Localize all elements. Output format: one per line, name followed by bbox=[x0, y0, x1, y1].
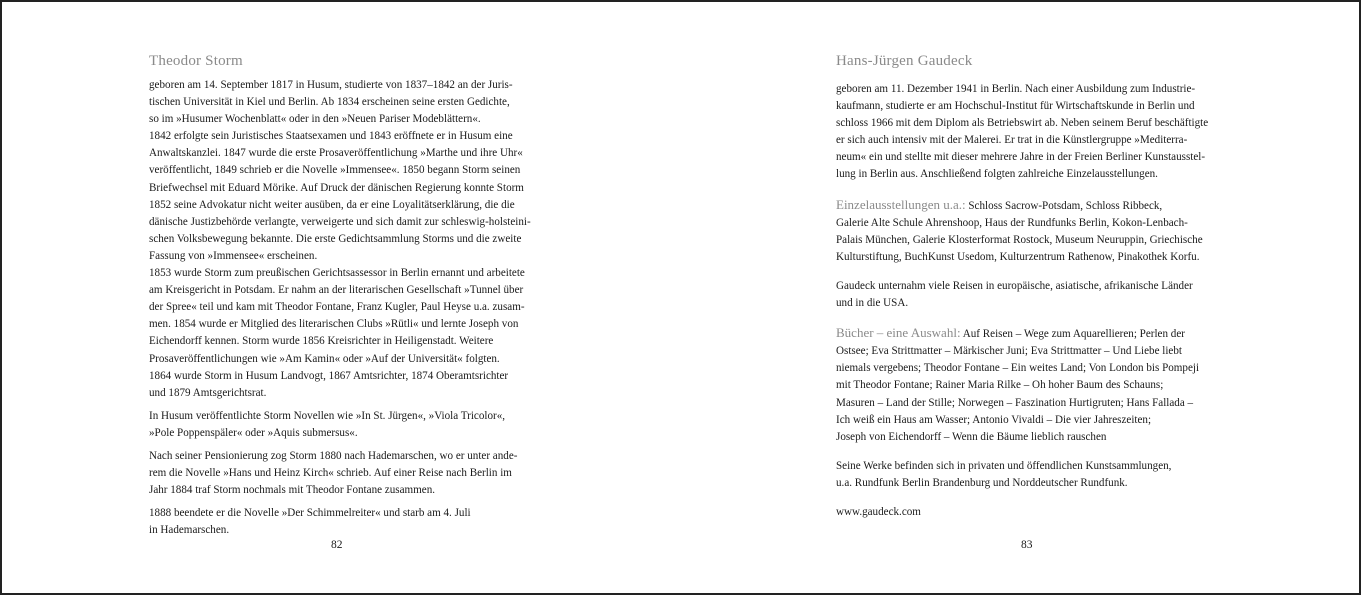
website-link[interactable]: www.gaudeck.com bbox=[836, 505, 921, 518]
text-line: »Pole Poppenspäler« oder »Aquis submersus«. bbox=[149, 426, 358, 439]
text-line: schloss 1966 mit dem Diplom als Betriebswirt ab. Neben seinem Beruf beschäftigte bbox=[836, 117, 1209, 130]
right-page bbox=[682, 2, 1361, 593]
text-line: u.a. Rundfunk Berlin Brandenburg und Norddeutscher Rundfunk. bbox=[836, 476, 1128, 489]
text-line: 1888 beendete er die Novelle »Der Schimmelreiter« und starb am 4. Juli bbox=[149, 507, 471, 520]
books-label: Bücher – eine Auswahl: bbox=[836, 325, 961, 341]
text-line: Ich weiß ein Haus am Wasser; Antonio Vivaldi – Die vier Jahreszeiten; bbox=[836, 413, 1152, 426]
text-line: 1864 wurde Storm in Husum Landvogt, 1867 Amtsrichter, 1874 Oberamtsrichter bbox=[149, 369, 509, 382]
page-title: Theodor Storm bbox=[149, 53, 243, 69]
text-line: 1842 erfolgte sein Juristisches Staatsexamen und 1843 eröffnete er in Husum eine bbox=[149, 130, 513, 143]
text-line: Ostsee; Eva Strittmatter – Märkischer Juni; Eva Strittmatter – Und Liebe liebt bbox=[836, 345, 1182, 358]
text-line: rem die Novelle »Hans und Heinz Kirch« schrieb. Auf einer Reise nach Berlin im bbox=[149, 467, 512, 480]
text-line: Gaudeck unternahm viele Reisen in europäische, asiatische, afrikanische Länder bbox=[836, 279, 1193, 292]
text-line: lung in Berlin aus. Anschließend folgten zahlreiche Einzelausstellungen. bbox=[836, 168, 1158, 181]
text-line: men. 1854 wurde er Mitglied des literarischen Clubs »Rütli« und lernte Joseph von bbox=[149, 318, 519, 331]
text-line: der Spree« teil und kam mit Theodor Fontane, Franz Kugler, Paul Heyse u.a. zusam- bbox=[149, 301, 525, 314]
text-line: Jahr 1884 traf Storm nochmals mit Theodor Fontane zusammen. bbox=[149, 484, 436, 497]
text-line: niemals vergebens; Theodor Fontane – Ein weites Land; Von London bis Pompeji bbox=[836, 362, 1200, 375]
text-line: Joseph von Eichendorff – Wenn die Bäume lieblich rauschen bbox=[836, 430, 1107, 443]
text-line: und 1879 Amtsgerichtsrat. bbox=[149, 386, 267, 399]
text-line: 1853 wurde Storm zum preußischen Gerichtsassessor in Berlin ernannt und arbeitete bbox=[149, 267, 525, 280]
text-line: geboren am 14. September 1817 in Husum, studierte von 1837–1842 an der Juris- bbox=[149, 79, 513, 91]
text-line: dänische Justizbehörde verlangte, verweigerte und sich damit zur schleswig-holsteini- bbox=[149, 215, 531, 228]
text-line: Nach seiner Pensionierung zog Storm 1880 nach Hademarschen, wo er unter ande- bbox=[149, 449, 518, 462]
text-line: in Hademarschen. bbox=[149, 524, 230, 537]
text-line: 1852 seine Advokatur nicht weiter ausüben, da er eine Loyalitätserklärung, die die bbox=[149, 198, 515, 211]
text-line: Anwaltskanzlei. 1847 wurde die erste Prosaveröffentlichung »Marthe und ihre Uhr« bbox=[149, 147, 523, 160]
text-line: Palais München, Galerie Klosterformat Rostock, Museum Neuruppin, Griechische bbox=[836, 233, 1203, 246]
text-line: am Kreisgericht in Potsdam. Er nahm an der literarischen Gesellschaft »Tunnel über bbox=[149, 284, 524, 297]
exhibitions-label: Einzelausstellungen u.a.: bbox=[836, 196, 966, 212]
text-line: er sich auch intensiv mit der Malerei. Er trat in die Künstlergruppe »Mediterra- bbox=[836, 134, 1188, 147]
text-line: Prosaveröffentlichungen wie »Am Kamin« oder »Auf der Universität« folgten. bbox=[149, 352, 500, 365]
text-line: In Husum veröffentlichte Storm Novellen wie »In St. Jürgen«, »Viola Tricolor«, bbox=[149, 409, 506, 422]
text-line: mit Theodor Fontane; Rainer Maria Rilke – Oh hoher Baum des Schauns; bbox=[836, 379, 1164, 392]
text-line: und in die USA. bbox=[836, 297, 909, 310]
page-number: 83 bbox=[1021, 539, 1033, 551]
text-line: Briefwechsel mit Eduard Mörike. Auf Druck der dänischen Regierung konnte Storm bbox=[149, 181, 524, 194]
text-line: Kulturstiftung, BuchKunst Usedom, Kulturzentrum Rathenow, Pinakothek Korfu. bbox=[836, 250, 1200, 263]
text-line: Galerie Alte Schule Ahrenshoop, Haus der Rundfunks Berlin, Kokon-Lenbach- bbox=[836, 216, 1188, 229]
biography-text bbox=[836, 81, 1218, 521]
page-number: 82 bbox=[331, 539, 343, 551]
books-line: Bücher – eine Auswahl: Auf Reisen – Wege zum Aquarellieren; Perlen der bbox=[836, 325, 1185, 341]
text-line: so im »Husumer Wochenblatt« oder in den »Neuen Pariser Modeblättern«. bbox=[149, 113, 481, 126]
left-page bbox=[2, 2, 682, 593]
text-line: Fassung von »Immensee« erscheinen. bbox=[149, 249, 318, 262]
text-line: veröffentlicht, 1849 schrieb er die Novelle »Immensee«. 1850 begann Storm seinen bbox=[149, 164, 521, 177]
text-line: Seine Werke befinden sich in privaten und öffendlichen Kunstsammlungen, bbox=[836, 459, 1172, 472]
text-line: tischen Universität in Kiel und Berlin. Ab 1834 erscheinen seine ersten Gedichte, bbox=[149, 96, 510, 109]
exhibitions-line: Einzelausstellungen u.a.: Schloss Sacrow-Potsdam, Schloss Ribbeck, bbox=[836, 196, 1163, 212]
text-line: Eichendorff kennen. Storm wurde 1856 Kreisrichter in Heiligenstadt. Weitere bbox=[149, 335, 494, 348]
text-line: kaufmann, studierte er am Hochschul-Institut für Wirtschaftskunde in Berlin und bbox=[836, 100, 1195, 113]
text-line: neum« ein und stellte mit dieser mehrere Jahre in der Freien Berliner Kunstausstel- bbox=[836, 151, 1206, 164]
biography-text bbox=[149, 77, 544, 539]
text-line: geboren am 11. Dezember 1941 in Berlin. Nach einer Ausbildung zum Industrie- bbox=[836, 83, 1196, 95]
text-line: Masuren – Land der Stille; Norwegen – Faszination Hurtigruten; Hans Fallada – bbox=[836, 396, 1194, 409]
text-line: schen Volksbewegung bekannte. Die erste Gedichtsammlung Storms und die zweite bbox=[149, 232, 522, 245]
page-title: Hans-Jürgen Gaudeck bbox=[836, 53, 973, 69]
